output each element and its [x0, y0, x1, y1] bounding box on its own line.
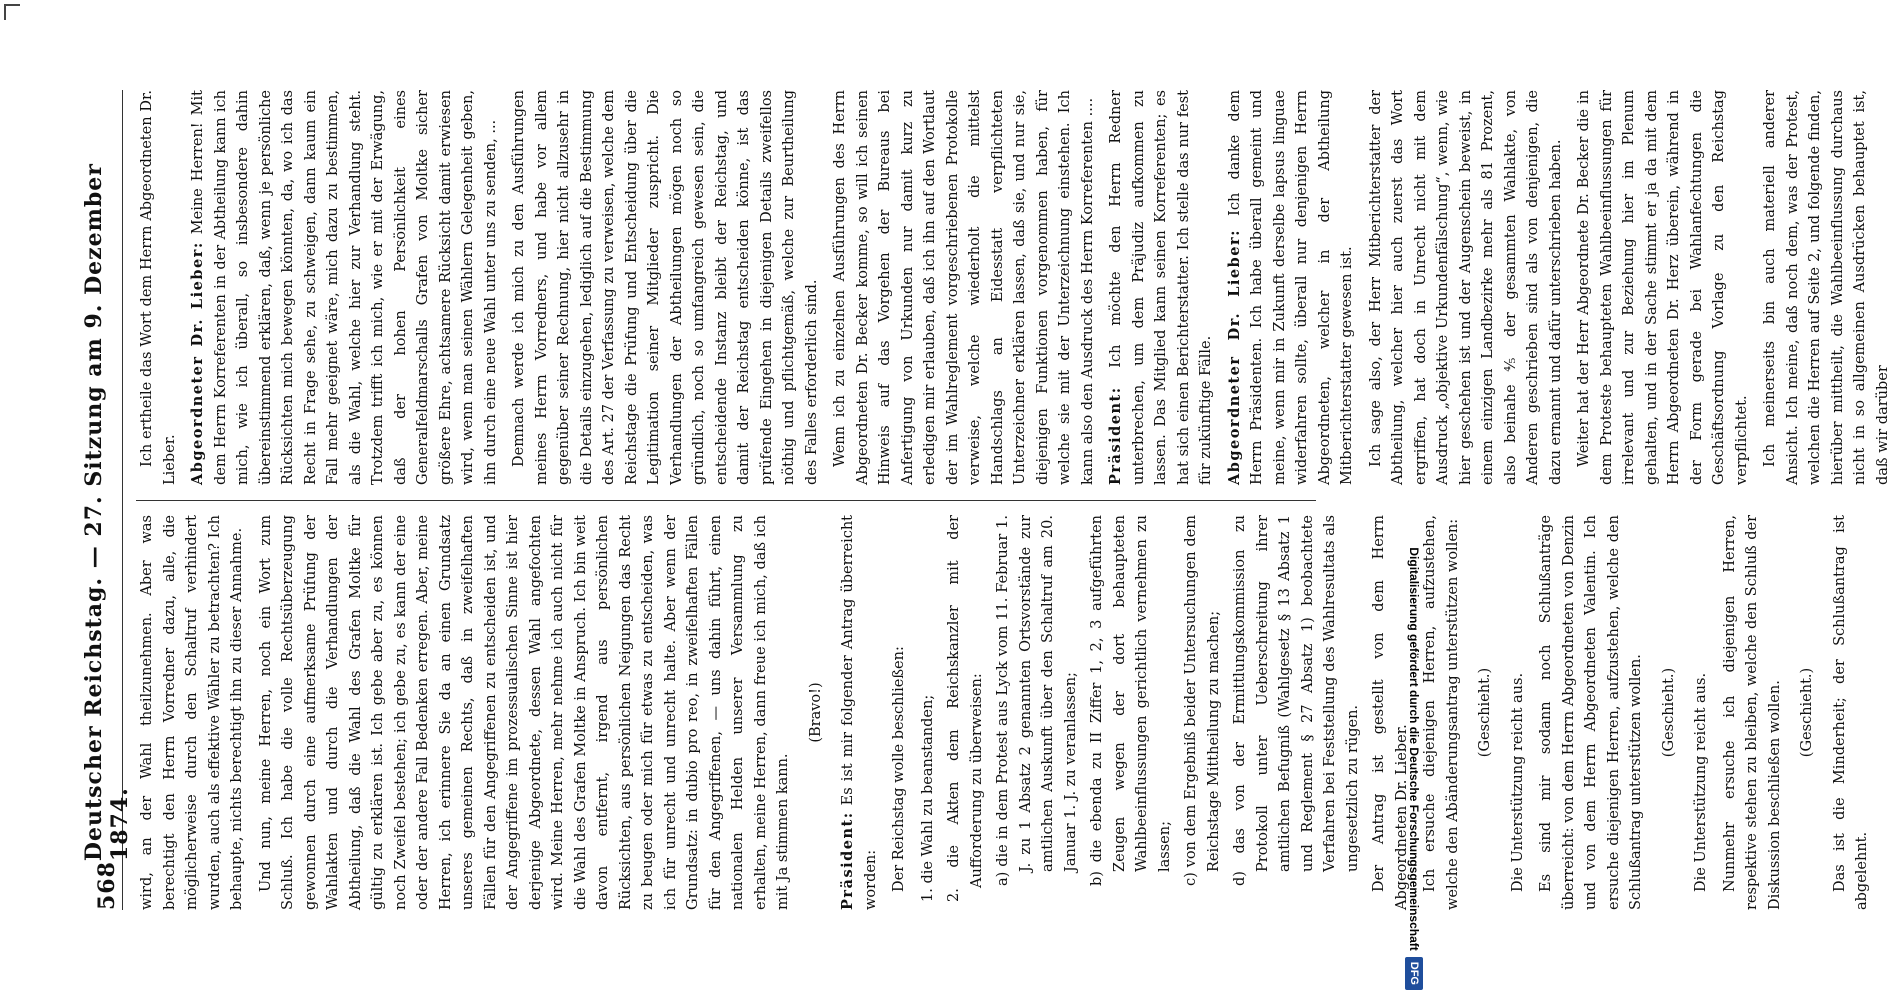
paragraph: Es sind mir sodann noch Schlußanträge überreicht: von dem Herrn Abgeordneten von Denzin und von dem Herrn Abgeordneten Valentin. Ich ersuche diejenigen Herren, aufzustehen, welche den Schlußantrag unterstützen wollen. — [1538, 515, 1644, 910]
column-divider — [136, 500, 1316, 501]
motion-subitem: b) die ebenda zu II Ziffer 1, 2, 3 aufgeführten Zeugen wegen der dort behaupteten Wahlbeeinflussungen gerichtlich vernehmen zu lassen; — [1089, 515, 1173, 886]
motion-item: 2. die Akten dem Reichskanzler mit der Aufforderung zu überweisen: — [946, 515, 985, 902]
speech — [1224, 90, 1359, 485]
interjection: (Geschieht.) — [1660, 667, 1677, 758]
paragraph: Weiter hat der Herr Abgeordnete Dr. Becker die in dem Proteste behaupteten Wahlbeeinflussungen für irrelevant und zur Beziehung hier im Plenum gehalten, und in der Sache stimmt er ja da mit dem Herrn Abgeordneten Dr. Herz überein, während in der Form gerade bei Wahlanfechtungen die Geschäftsordnung Vorlage zu den Reichstag verpflichtet. — [1576, 90, 1750, 485]
paragraph: Und nun, meine Herren, noch ein Wort zum Schluß. Ich habe die volle Rechtsüberzeugung gewonnen durch eine aufmerksame Prüfung der Wahlakten und durch die Verhandlungen der Abtheilung, daß die Wahl des Grafen Moltke für gültig zu erklären ist. Ich gebe aber zu, es können noch Zweifel bestehen; ich gebe zu, es kann der eine oder der andere Fall Bedenken erregen. Aber, meine Herren, ich erinnere Sie da an einen Grundsatz unseres gemeinen Rechts, daß in zweifelhaften Fällen für den Angegriffenen zu entscheiden ist, und der Angegriffene im prozessualischen Sinne ist hier derjenige Abgeordnete, dessen Wahl angefochten wird. Meine Herren, mehr nehme ich auch nicht für die Wahl des Grafen Moltke in Anspruch. Ich bin weit davon entfernt, irgend aus persönlichen Rücksichten, aus persönlichen Neigungen das Recht zu beugen oder mich für etwas zu entscheiden, was ich für unrecht und unrecht halte. Aber wenn der Grundsatz: in dubio pro reo, in zweifelhaften Fällen für den Angegriffenen, — uns dahin führt, einen nationalen Helden unserer Versammlung zu erhalten, meine Herren, dann freue ich mich, daß ich mit Ja stimmen kann. — [257, 515, 791, 910]
paragraph: Ich meinerseits bin auch materiell anderer Ansicht. Ich meine, daß noch dem, was der Protest, welchen die Herren auf Seite 2, und folgende finden, hierüber mittheilt, die Wahlbeeinflussung durchaus nicht in so allgemeinen Ausdrücken behauptet ist, daß wir darüber — [1762, 90, 1891, 485]
right-column — [136, 89, 1891, 485]
paragraph: Nunmehr ersuche ich diejenigen Herren, respektive stehen zu bleiben, welche den Schluß der Diskussion beschließen wollen. — [1721, 515, 1783, 910]
interjection: (Geschieht.) — [1799, 667, 1815, 758]
page-title: Deutscher Reichstag. — 27. Sitzung am 9. Dezember 1874. — [81, 163, 133, 862]
speech-text: Meine Herren! Mit dem Herrn Korreferenten in der Abtheilung kann ich mich, wie ich überall, so insbesondere dahin übereinstimmend erklären, daß, wenn je persönliche Rücksichten mich bewegen könnten, da, wo ich das Recht in Frage sehe, zu schweigen, dann kaum ein Fall mehr geeignet wäre, mich dazu zu bestimmen, als die Wahl, welche hier zur Verhandlung steht. Trotzdem trifft ich mich, wie er mit der Erwägung, daß der hohen Persönlichkeit eines Generalfeldmarschalls Grafen von Moltke sicher größere Ehre, achtsamere Rücksicht damit erwiesen wird, wenn man seinen Wählern Gelegenheit geben, ihn durch eine neue Wahl unter uns zu senden, ... — [190, 90, 499, 485]
scan-corner-mark — [4, 4, 20, 20]
motion-author: Der Antrag ist gestellt von dem Herrn Abgeordneten Dr. Lieber. — [1371, 515, 1410, 910]
speaker-label: Präsident: — [839, 811, 856, 910]
motion-subitem: c) von dem Ergebniß beider Untersuchungen dem Reichstage Mittheilung zu machen; — [1183, 515, 1222, 886]
motion-item: 1. die Wahl zu beanstanden; — [919, 694, 936, 902]
paragraph: Die Unterstützung reicht aus. — [1693, 672, 1709, 892]
interjection: (Geschieht.) — [1477, 667, 1493, 758]
watermark-text: Digitalisierung gefördert durch die Deutsche Forschungsgemeinschaft — [1407, 547, 1421, 951]
paragraph: Wenn ich zu einzelnen Ausführungen des Herrn Abgeordneten Dr. Becker komme, so will ich seinen Hinweis auf das Vorgehen der Bureaus bei Anfertigung von Urkunden nur damit kurz zu erledigen mir erlauben, daß ich ihn auf den Wortlaut der im Wahlreglement vorgeschriebenen Protokolle verweise, welche wiederholt die mittelst Handschlags an Eidesstatt verpflichteten Unterzeichner erklären lassen, daß sie, und nur sie, diejenigen Funktionen vorgenommen haben, für welche sie mit der Unterzeichnung einstehen. Ich kann also den Ausdruck des Herrn Korreferenten .... — [832, 90, 1096, 485]
dfg-logo-icon: DFG — [1405, 957, 1423, 990]
paragraph: Ich sage also, der Herr Mitberichterstatter der Abtheilung, welcher hier auch zuerst das Wort ergriffen, hat doch in Unrecht nicht mit dem Ausdruck „objektive Urkundenfälschung“, wenn, wie hier geschehen ist und der Augenschein beweist, in einem einzigen Landbezirke mehr als 81 Prozent, also beinahe ⅘ der gesammten Wahlakte, von Anderen geschrieben sind als von denjenigen, die dazu ernannt und dafür unterschrieben haben. — [1367, 90, 1564, 485]
speech-text: Ich danke dem Herrn Präsidenten. Ich habe überall gemeint und meine, wenn mir in Zukunft derselbe lapsus linguae widerfahren sollte, überall nur denjenigen Herrn Abgeordneten, welcher in der Abtheilung Mitberichterstatter gewesen ist. — [1226, 90, 1355, 485]
motion-intro: Der Reichstag wolle beschließen: — [891, 646, 907, 892]
speaker-label: Abgeordneter Dr. Lieber: — [189, 241, 206, 485]
speech-text: Ich möchte den Herrn Redner unterbrechen, um dem Präjudiz aufkommen zu lassen. Das Mitglied kann seinen Korreferenten; es hat sich einen Berichterstatter. Ich stelle das nur fest für zukünftige Fälle. — [1108, 89, 1214, 485]
motion-subitem: d) das von der Ermittlungskommission zu Protokoll unter Ueberschreitung ihrer amtlichen Befugniß (Wahlgesetz § 13 Absatz 1 und Reglement § 27 Absatz 1) beobachtete Verfahren bei Feststellung des Wahlresultats als ungesetzlich zu rügen. — [1232, 515, 1361, 886]
paragraph: Die Unterstützung reicht aus. — [1509, 672, 1526, 892]
speaker-label: Präsident: — [1107, 386, 1124, 485]
motion-subitem: a) die in dem Protest aus Lyck vom 11. Februar 1. J. zu 1 Absatz 2 genannten Ortsvorstände zur amtlichen Auskunft über den Schaltruf am 20. Januar 1. J. zu veranlassen; — [995, 515, 1079, 886]
interjection: (Bravo!) — [807, 682, 824, 743]
paragraph: wird, an der Wahl theilzunehmen. Aber was berechtigt den Herrn Vorredner dazu, alle, die möglicherweise durch den Schaltruf verhindert wurden, auch als effektive Wähler zu betrachten? Ich behaupte, nichts berechtigt ihn zu dieser Annahme. — [139, 515, 245, 910]
speech-text: Es ist mir folgender Antrag überreicht worden: — [840, 515, 879, 910]
paragraph: Ich ertheile das Wort dem Herrn Abgeordneten Dr. Lieber. — [139, 90, 178, 485]
paragraph: Ich ersuche diejenigen Herren, aufzustehen, welche den Abänderungsantrag unterstützen wollen: — [1422, 515, 1461, 910]
dfg-watermark — [1402, 10, 1426, 990]
speaker-label: Abgeordneter Dr. Lieber: — [1225, 229, 1243, 485]
page-header — [81, 90, 133, 910]
paragraph: Das ist die Minderheit; der Schlußantrag ist abgelehnt. — [1831, 515, 1870, 910]
paragraph: Demnach werde ich mich zu den Ausführungen meines Herrn Vorredners, und habe vor allem gegenüber seiner Rechnung, hier nicht allzusehr in die Details einzugehen, lediglich auf die Bestimmung des Art. 27 der Verfassung zu verweisen, welche dem Reichstage die Prüfung und Entscheidung über die Legitimation seiner Mitglieder zuspricht. Die Verhandlungen der Abtheilungen mögen noch so gründlich, noch so umfangreich gewesen sein, die entscheidende Instanz bleibt der Reichstag, und damit der Reichstag entscheiden könne, ist das prüfende Eingehen in diejenigen Details zweifellos nöthig und pflichtgemäß, welche zur Beurtheilung des Falles erforderlich sind. — [511, 90, 820, 485]
speech — [187, 90, 502, 485]
speech — [837, 515, 882, 910]
page-number: 568 — [94, 861, 120, 910]
speech — [1105, 90, 1218, 485]
